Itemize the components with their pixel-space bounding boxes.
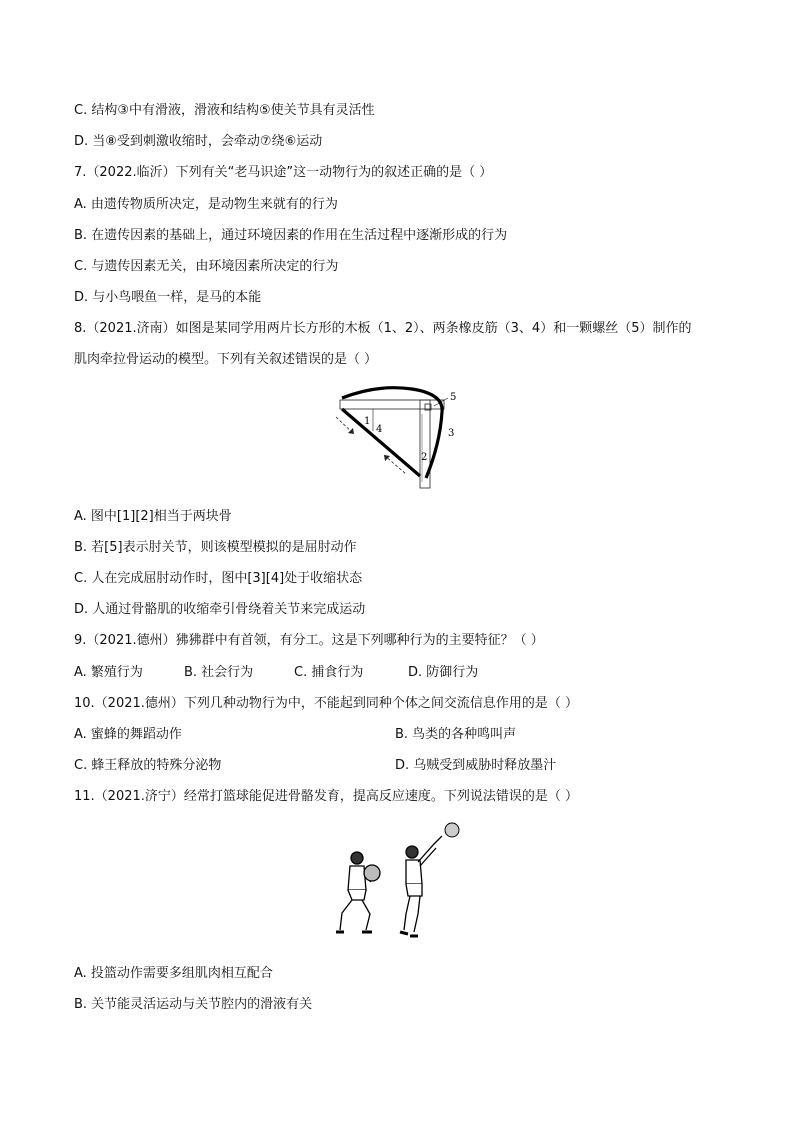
rubber-band-4 xyxy=(342,409,420,476)
question-7: 7.（2022.临沂）下列有关“老马识途”这一动物行为的叙述正确的是（ ） xyxy=(74,165,493,180)
ball-held xyxy=(364,865,380,881)
q6-option-d: D. 当⑧受到刺激收缩时，会牵动⑦绕⑥运动 xyxy=(74,134,323,149)
q9-option-a: A. 繁殖行为 xyxy=(74,665,143,680)
question-10: 10.（2021.德州）下列几种动物行为中，不能起到同种个体之间交流信息作用的是（ ） xyxy=(74,696,579,711)
q10-option-d: D. 乌贼受到威胁时释放墨汁 xyxy=(395,758,557,773)
q11-option-b: B. 关节能灵活运动与关节腔内的滑液有关 xyxy=(74,997,313,1012)
q8-option-a: A. 图中[1][2]相当于两块骨 xyxy=(74,509,232,524)
label-4: 4 xyxy=(376,424,383,435)
basketball-players-figure xyxy=(330,818,470,948)
q10-option-c: C. 蜂王释放的特殊分泌物 xyxy=(74,758,222,773)
q7-option-c: C. 与遗传因素无关，由环境因素所决定的行为 xyxy=(74,259,339,274)
question-9: 9.（2021.德州）狒狒群中有首领，有分工。这是下列哪种行为的主要特征？（ ） xyxy=(74,633,544,648)
q7-option-d: D. 与小鸟喂鱼一样，是马的本能 xyxy=(74,290,262,305)
player-holding-ball xyxy=(336,852,380,932)
label-3: 3 xyxy=(448,428,455,439)
q10-option-a: A. 蜜蜂的舞蹈动作 xyxy=(74,727,182,742)
question-11: 11.（2021.济宁）经常打篮球能促进骨骼发育，提高反应速度。下列说法错误的是（ ） xyxy=(74,789,579,804)
q7-option-b: B. 在遗传因素的基础上，通过环境因素的作用在生活过程中逐渐形成的行为 xyxy=(74,228,508,243)
q6-option-c: C. 结构③中有滑液，滑液和结构⑤使关节具有灵活性 xyxy=(74,103,375,118)
label-5: 5 xyxy=(450,392,457,403)
q8-option-c: C. 人在完成屈肘动作时，图中[3][4]处于收缩状态 xyxy=(74,571,363,586)
q8-option-d: D. 人通过骨骼肌的收缩牵引骨绕着关节来完成运动 xyxy=(74,602,366,617)
q7-option-a: A. 由遗传物质所决定，是动物生来就有的行为 xyxy=(74,197,338,212)
rubber-band-3 xyxy=(342,388,442,478)
basketball-in-air xyxy=(445,823,459,837)
q9-option-b: B. 社会行为 xyxy=(184,665,254,680)
player-shooting xyxy=(400,836,442,936)
q8-option-b: B. 若[5]表示肘关节，则该模型模拟的是屈肘动作 xyxy=(74,540,357,555)
board-1 xyxy=(340,400,444,409)
question-8-cont: 肌肉牵拉骨运动的模型。下列有关叙述错误的是（ ） xyxy=(74,352,378,367)
q11-option-a: A. 投篮动作需要多组肌肉相互配合 xyxy=(74,966,273,981)
q9-option-c: C. 捕食行为 xyxy=(294,665,364,680)
q10-option-b: B. 鸟类的各种鸣叫声 xyxy=(395,727,517,742)
label-2: 2 xyxy=(421,452,428,463)
question-8: 8.（2021.济南）如图是某同学用两片长方形的木板（1、2）、两条橡皮筋（3、4）和一颗螺丝（5）制作的 xyxy=(74,321,692,336)
label-1: 1 xyxy=(364,416,371,427)
q9-option-d: D. 防御行为 xyxy=(408,665,479,680)
muscle-model-figure xyxy=(318,384,468,492)
